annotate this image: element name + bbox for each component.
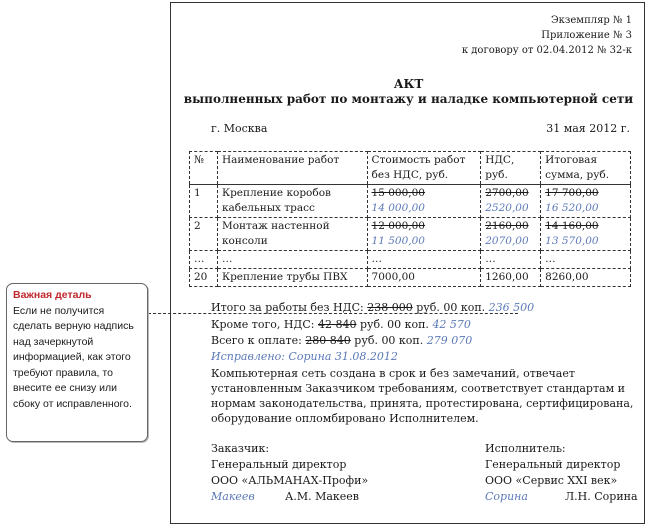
header-num: № bbox=[190, 152, 218, 185]
corrected-value: 2070,00 bbox=[485, 235, 529, 247]
corrected-value: 11 500,00 bbox=[371, 235, 425, 247]
old-value: 12 000,00 bbox=[371, 220, 425, 232]
contractor-company: ООО «Сервис XXI век» bbox=[485, 474, 618, 487]
corrected-value: 2520,00 bbox=[485, 202, 529, 214]
customer-name: А.М. Макеев bbox=[285, 490, 359, 503]
corrected-value: 13 570,00 bbox=[545, 235, 599, 247]
header-name: Наименование работ bbox=[217, 152, 367, 185]
important-detail-callout bbox=[6, 283, 148, 442]
old-value: 2700,00 bbox=[485, 187, 529, 199]
customer-position: Генеральный директор bbox=[211, 458, 347, 471]
grand-total: Всего к оплате: 280 840 руб. 00 коп. 279 070 bbox=[211, 334, 473, 347]
contract-reference: к договору от 02.04.2012 № 32-к bbox=[461, 45, 632, 56]
place: г. Москва bbox=[211, 122, 268, 135]
acceptance-paragraph: Компьютерная сеть создана в срок и без замечаний, отвечает установленным Заказчиком требованиям, соответствует стандартам и нормам законодательства, принята, протестирована, сертифицирована, оборудование опломбировано Исполнителем. bbox=[211, 367, 634, 425]
old-value: 15 000,00 bbox=[371, 187, 425, 199]
table-row: 2 Монтаж настенной консоли 12 000,00 11 500,00 2160,00 2070,00 14 160,00 13 570,00 bbox=[190, 218, 631, 251]
copy-number: Экземпляр № 1 bbox=[551, 15, 632, 26]
old-value: 2160,00 bbox=[485, 220, 529, 232]
header-cost: Стоимость работ без НДС, руб. bbox=[367, 152, 481, 185]
table-row: 1 Крепление коробов кабельных трасс 15 000,00 14 000,00 2700,00 2520,00 17 700,00 16 520,00 bbox=[190, 185, 631, 218]
contractor-position: Генеральный директор bbox=[485, 458, 621, 471]
table-row-ellipsis: … … … … … bbox=[190, 251, 631, 269]
correction-note: Исправлено: Сорина 31.08.2012 bbox=[211, 350, 398, 363]
appendix-number: Приложение № 3 bbox=[541, 30, 632, 41]
act-title: АКТ bbox=[393, 77, 424, 91]
callout-body: Если не получится сделать верную надпись над зачеркнутой информацией, как этого требуют правила, то внесите ее снизу или сбоку от исправленного. bbox=[13, 304, 134, 410]
customer-signature: Макеев bbox=[211, 490, 255, 503]
table-row: 20 Крепление трубы ПВХ 7000,00 1260,00 8260,00 bbox=[190, 269, 631, 287]
corrected-value: 14 000,00 bbox=[371, 202, 425, 214]
act-subtitle: выполненных работ по монтажу и наладке компьютерной сети bbox=[183, 92, 634, 106]
document-sheet bbox=[170, 2, 645, 524]
total-without-vat: Итого за работы без НДС: 238 000 руб. 00 коп. 236 500 bbox=[211, 301, 535, 314]
table-header-row bbox=[190, 152, 631, 185]
contractor-label: Исполнитель: bbox=[485, 442, 566, 455]
callout-leader-line bbox=[148, 313, 518, 314]
old-value: 17 700,00 bbox=[545, 187, 599, 199]
works-table bbox=[189, 151, 631, 287]
contractor-name: Л.Н. Сорина bbox=[565, 490, 638, 503]
corrected-value: 16 520,00 bbox=[545, 202, 599, 214]
contractor-signature: Сорина bbox=[485, 490, 528, 503]
date: 31 мая 2012 г. bbox=[546, 122, 630, 135]
customer-company: ООО «АЛЬМАНАХ-Профи» bbox=[211, 474, 369, 487]
callout-title: Важная деталь bbox=[13, 289, 92, 301]
vat-total: Кроме того, НДС: 42 840 руб. 00 коп. 42 570 bbox=[211, 318, 471, 331]
header-total: Итоговая сумма, руб. bbox=[541, 152, 631, 185]
header-vat: НДС, руб. bbox=[481, 152, 541, 185]
customer-label: Заказчик: bbox=[211, 442, 270, 455]
old-value: 14 160,00 bbox=[545, 220, 599, 232]
